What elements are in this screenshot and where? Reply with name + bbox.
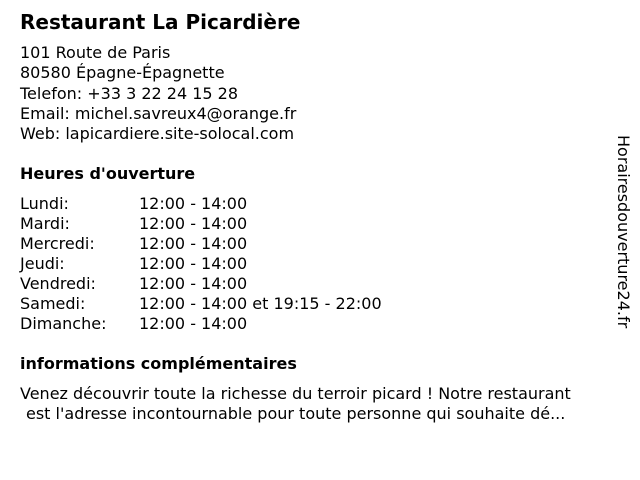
hours-day: Mardi: — [20, 214, 70, 233]
hours-time: 12:00 - 14:00 — [139, 214, 248, 233]
info-line-2: est l'adresse incontournable pour toute personne qui souhaite dé... — [26, 404, 566, 423]
contact-block — [20, 43, 296, 144]
info-line-1: Venez découvrir toute la richesse du terroir picard ! Notre restaurant — [20, 384, 571, 403]
hours-day: Dimanche: — [20, 314, 107, 333]
email-line: Email: michel.savreux4@orange.fr — [20, 103, 297, 123]
address-street: 101 Route de Paris — [20, 43, 171, 62]
phone-line: Telefon: +33 3 22 24 15 28 — [20, 83, 239, 103]
hours-day: Vendredi: — [20, 274, 96, 293]
hours-day: Mercredi: — [20, 234, 95, 253]
restaurant-name: Restaurant La Picardière — [20, 10, 301, 34]
address-city: 80580 Épagne-Épagnette — [20, 63, 225, 83]
hours-time: 12:00 - 14:00 et 19:15 - 22:00 — [139, 294, 382, 313]
hours-day: Jeudi: — [20, 254, 65, 273]
site-watermark: Horairesdouverture24.fr — [614, 135, 633, 329]
hours-time: 12:00 - 14:00 — [139, 234, 248, 253]
hours-day: Lundi: — [20, 194, 69, 213]
opening-hours-heading: Heures d'ouverture — [20, 164, 196, 183]
additional-info-text — [20, 384, 620, 424]
hours-day: Samedi: — [20, 294, 86, 313]
additional-info-heading: informations complémentaires — [20, 354, 297, 373]
web-line: Web: lapicardiere.site-solocal.com — [20, 124, 295, 144]
hours-time: 12:00 - 14:00 — [139, 314, 248, 333]
hours-time: 12:00 - 14:00 — [139, 274, 248, 293]
hours-time: 12:00 - 14:00 — [139, 254, 248, 273]
hours-time: 12:00 - 14:00 — [139, 194, 248, 213]
